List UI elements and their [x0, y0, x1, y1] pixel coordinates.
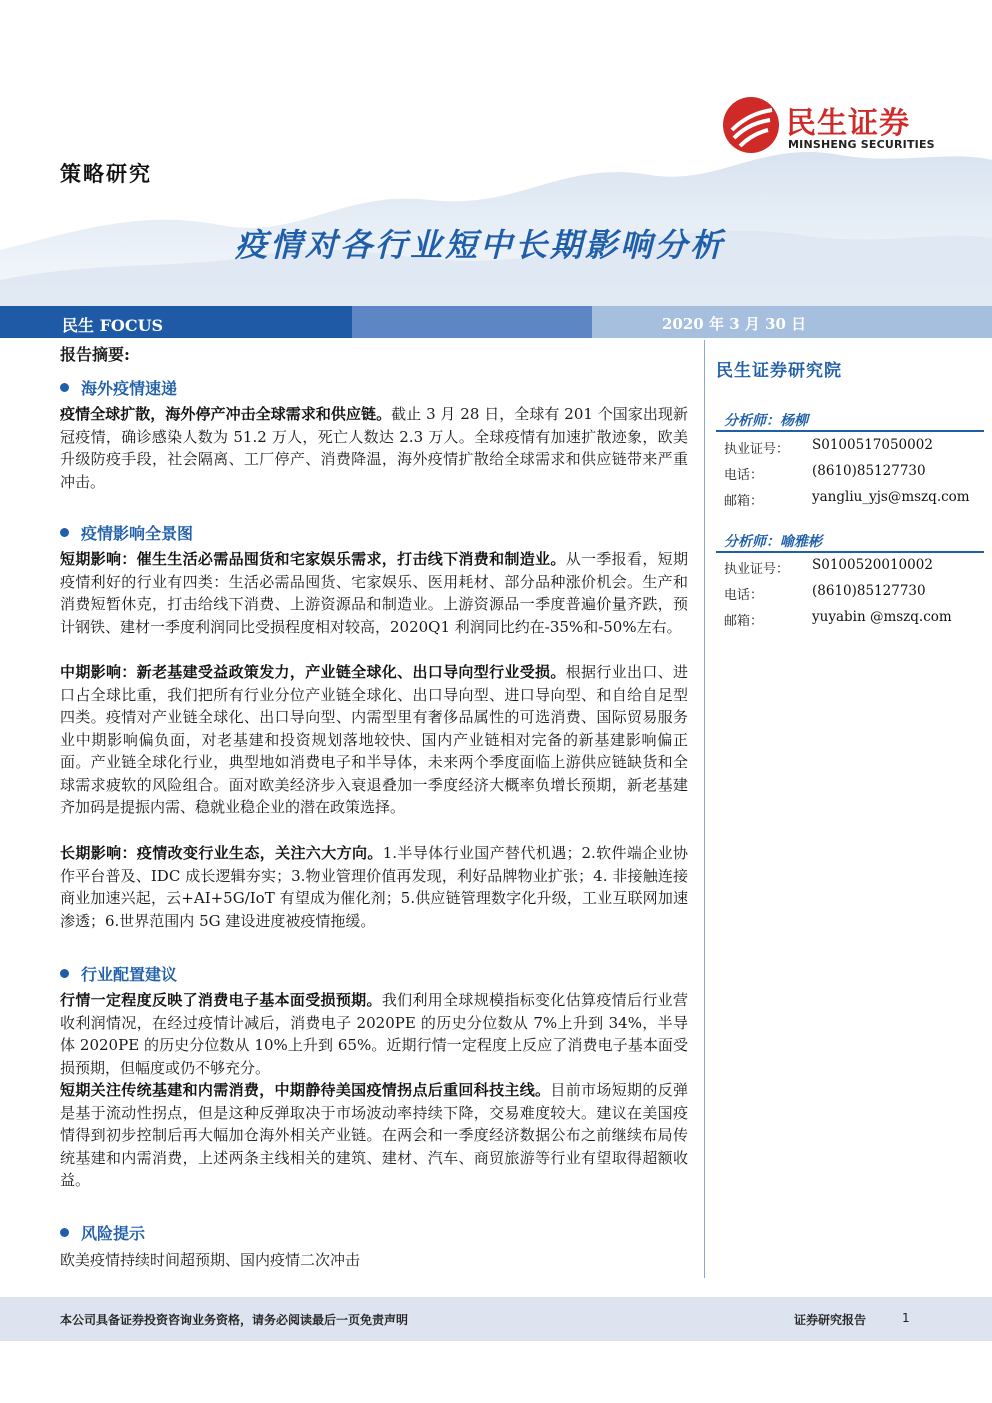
- report-date: 2020 年 3 月 30 日: [662, 315, 807, 333]
- license-number: S0100517050002: [812, 437, 933, 453]
- license-number: S0100520010002: [812, 557, 933, 573]
- bullet-icon: [60, 1228, 69, 1237]
- analyst-divider: [716, 551, 984, 553]
- phone-number: (8610)85127730: [812, 583, 926, 599]
- info-label: 邮箱：: [724, 494, 764, 509]
- page-number: 1: [902, 1311, 910, 1325]
- email-link[interactable]: yuyabin @mszq.com: [812, 609, 952, 625]
- bullet-icon: [60, 969, 69, 978]
- info-label: 电话：: [724, 588, 764, 603]
- logo-english-name: MINSHENG SECURITIES: [788, 138, 935, 151]
- email-link[interactable]: yangliu_yjs@mszq.com: [812, 489, 970, 505]
- paragraph: 长期影响：疫情改变行业生态，关注六大方向。1.半导体行业国产替代机遇；2.软件端企业协作平台普及、IDC 成长逻辑夯实；3.物业管理价值再发现，利好品牌物业扩张；4. 非接触连接商业加速兴起，云+AI+5G/IoT 有望成为催化剂；5.供应链管理数字化升级，工业互联网加速渗透；6.世界范围内 5G 建设进度被疫情拖缓。: [60, 844, 688, 930]
- info-label: 执业证号：: [724, 442, 790, 457]
- info-label: 电话：: [724, 468, 764, 483]
- paragraph: 疫情全球扩散，海外停产冲击全球需求和供应链。截止 3 月 28 日，全球有 201 个国家出现新冠疫情，确诊感染人数为 51.2 万人，死亡人数达 2.3 万人。全球疫情有加速扩散迹象，欧美升级防疫手段，社会隔离、工厂停产、消费降温，海外疫情扩散给全球需求和供应链带来严重冲击。: [60, 405, 688, 491]
- logo-emblem-icon: [722, 96, 780, 154]
- section-heading: 风险提示: [60, 1221, 145, 1244]
- paragraph: 短期关注传统基建和内需消费，中期静待美国疫情拐点后重回科技主线。目前市场短期的反弹是基于流动性拐点，但是这种反弹取决于市场波动率持续下降，交易难度较大。建议在美国疫情得到初步控制后再大幅加仓海外相关产业链。在两会和一季度经济数据公布之前继续布局传统基建和内需消费，上述两条主线相关的建筑、建材、汽车、商贸旅游等行业有望取得超额收益。: [60, 1081, 688, 1189]
- band-brand-label: 民生 FOCUS: [62, 316, 164, 335]
- bullet-icon: [60, 528, 69, 537]
- paragraph: 欧美疫情持续时间超预期、国内疫情二次冲击: [60, 1251, 361, 1269]
- analyst-name: 分析师：杨柳: [724, 413, 808, 429]
- report-category: 策略研究: [60, 161, 152, 186]
- section-heading: 疫情影响全景图: [60, 521, 193, 544]
- phone-number: (8610)85127730: [812, 463, 926, 479]
- company-logo: [722, 96, 952, 156]
- column-divider: [704, 340, 705, 1278]
- bullet-icon: [60, 383, 69, 392]
- document-type: 证券研究报告: [794, 1313, 867, 1327]
- research-institute: 民生证券研究院: [716, 361, 842, 381]
- section-heading: 行业配置建议: [60, 962, 177, 985]
- abstract-heading: 报告摘要:: [60, 345, 130, 364]
- info-label: 执业证号：: [724, 562, 790, 577]
- page-footer: [0, 1297, 992, 1341]
- paragraph: 中期影响：新老基建受益政策发力，产业链全球化、出口导向型行业受损。根据行业出口、进口占全球比重，我们把所有行业分位产业链全球化、出口导向型、进口导向型、和自给自足型四类。疫情对产业链全球化、出口导向型、内需型里有奢侈品属性的可选消费、国际贸易服务业中期影响偏负面，对老基建和投资规划落地较快、国内产业链相对完备的新基建影响偏正面。产业链全球化行业，典型地如消费电子和半导体，未来两个季度面临上游供应链缺货和全球需求疲软的风险组合。面对欧美经济步入衰退叠加一季度经济大概率负增长预期，新老基建齐加码是提振内需、稳就业稳企业的潜在政策选择。: [60, 663, 688, 816]
- report-title: 疫情对各行业短中长期影响分析: [234, 226, 725, 264]
- paragraph: 短期影响：催生生活必需品囤货和宅家娱乐需求，打击线下消费和制造业。从一季报看，短期疫情利好的行业有四类：生活必需品囤货、宅家娱乐、医用耗材、部分品种涨价机会。生产和消费短暂休克，打击给线下消费、上游资源品和制造业。上游资源品一季度普遍价量齐跌，预计钢铁、建材一季度利润同比受损程度相对较高，2020Q1 利润同比约在-35%和-50%左右。: [60, 550, 688, 636]
- info-label: 邮箱：: [724, 614, 764, 629]
- analyst-divider: [716, 430, 984, 432]
- footer-disclaimer: 本公司具备证券投资咨询业务资格，请务必阅读最后一页免责声明: [60, 1313, 409, 1327]
- paragraph: 行情一定程度反映了消费电子基本面受损预期。我们利用全球规模指标变化估算疫情后行业营收利润情况，在经过疫情计减后，消费电子 2020PE 的历史分位数从 7%上升到 34%，半导体 2020PE 的历史分位数从 10%上升到 65%。近期行情一定程度上反应了消费电子基本面受损预期，但幅度或仍不够充分。: [60, 991, 688, 1077]
- logo-chinese-name: 民生证券: [786, 106, 910, 141]
- header-band: [0, 306, 992, 338]
- analyst-name: 分析师：喻雅彬: [724, 534, 822, 550]
- section-heading: 海外疫情速递: [60, 376, 177, 399]
